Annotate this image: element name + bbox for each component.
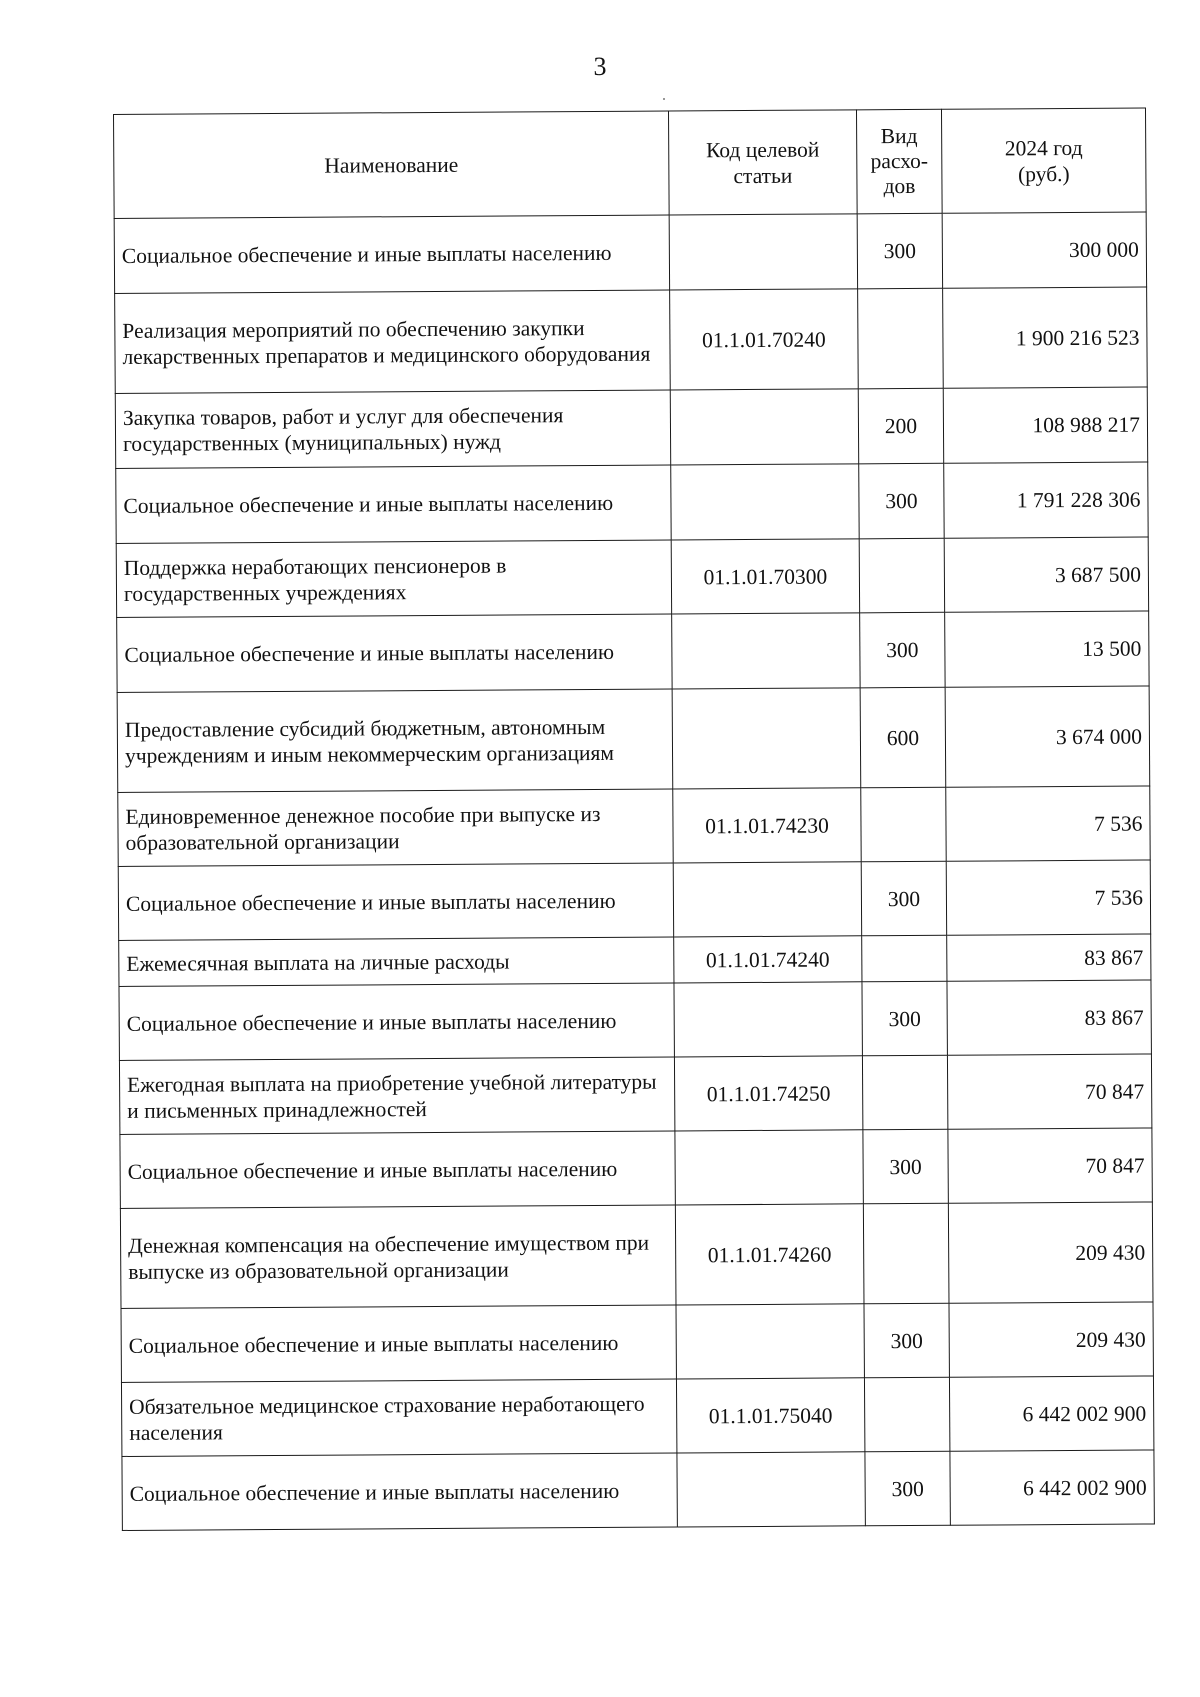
row-type: 300 bbox=[860, 612, 945, 688]
row-type: 300 bbox=[859, 463, 944, 539]
row-name: Социальное обеспечение и иные выплаты населению bbox=[116, 465, 671, 543]
row-type bbox=[861, 787, 946, 862]
row-code bbox=[670, 389, 858, 465]
row-name: Социальное обеспечение и иные выплаты населению bbox=[114, 215, 669, 293]
row-code bbox=[671, 464, 859, 540]
row-type: 300 bbox=[864, 1303, 949, 1378]
row-type: 300 bbox=[861, 861, 946, 936]
row-amount: 7 536 bbox=[946, 860, 1150, 935]
table-row bbox=[115, 287, 1148, 393]
table-row bbox=[121, 1376, 1153, 1456]
table-row bbox=[120, 1202, 1153, 1308]
row-amount: 7 536 bbox=[946, 786, 1150, 861]
header-name: Наименование bbox=[114, 111, 670, 218]
row-amount: 83 867 bbox=[947, 934, 1151, 981]
row-code bbox=[676, 1304, 864, 1379]
header-type: Вид расхо- дов bbox=[856, 109, 942, 214]
table-row bbox=[116, 537, 1148, 617]
row-type bbox=[859, 538, 944, 613]
row-amount: 6 442 002 900 bbox=[949, 1376, 1153, 1451]
row-amount: 209 430 bbox=[949, 1302, 1153, 1377]
row-name: Социальное обеспечение и иные выплаты населению bbox=[118, 863, 673, 940]
row-code bbox=[672, 688, 861, 789]
row-code bbox=[672, 613, 860, 689]
row-code: 01.1.01.74230 bbox=[673, 788, 861, 863]
scan-speck bbox=[663, 98, 665, 100]
table-row bbox=[121, 1302, 1153, 1382]
row-code: 01.1.01.70300 bbox=[671, 539, 859, 614]
row-amount: 209 430 bbox=[948, 1202, 1153, 1303]
row-name: Социальное обеспечение и иные выплаты населению bbox=[121, 1305, 676, 1382]
table-row bbox=[122, 1450, 1154, 1530]
row-type: 600 bbox=[860, 687, 946, 788]
table-row bbox=[119, 1054, 1151, 1134]
table-row bbox=[117, 686, 1150, 792]
row-name: Социальное обеспечение и иные выплаты населению bbox=[117, 614, 672, 692]
row-code bbox=[674, 982, 862, 1057]
row-type bbox=[862, 935, 947, 982]
row-code bbox=[673, 862, 861, 937]
row-type: 200 bbox=[858, 388, 943, 464]
page-number: 3 bbox=[593, 52, 607, 81]
row-name: Реализация мероприятий по обеспечению закупки лекарственных препаратов и медицинского оборудования bbox=[115, 290, 671, 393]
row-amount: 1 791 228 306 bbox=[944, 462, 1148, 538]
table-row bbox=[119, 980, 1151, 1060]
row-amount: 70 847 bbox=[948, 1128, 1152, 1203]
row-name: Ежегодная выплата на приобретение учебной литературы и письменных принадлежностей bbox=[119, 1057, 674, 1134]
row-amount: 108 988 217 bbox=[943, 387, 1147, 463]
table-row bbox=[114, 212, 1146, 293]
table-row bbox=[119, 934, 1151, 986]
row-amount: 300 000 bbox=[942, 212, 1146, 288]
row-name: Денежная компенсация на обеспечение имуществом при выпуске из образовательной организации bbox=[120, 1205, 676, 1308]
table-row bbox=[118, 860, 1150, 940]
row-name: Социальное обеспечение и иные выплаты населению bbox=[122, 1453, 677, 1530]
row-code bbox=[677, 1452, 865, 1527]
row-code: 01.1.01.74240 bbox=[674, 936, 862, 983]
row-amount: 70 847 bbox=[947, 1054, 1151, 1129]
row-type: 300 bbox=[857, 213, 942, 289]
budget-table bbox=[113, 108, 1155, 1531]
row-name: Поддержка неработающих пенсионеров в государственных учреждениях bbox=[116, 540, 671, 617]
row-code bbox=[669, 214, 857, 290]
row-code: 01.1.01.74250 bbox=[674, 1056, 862, 1131]
row-type bbox=[862, 1055, 947, 1130]
header-code: Код целевой статьи bbox=[668, 110, 857, 215]
row-name: Предоставление субсидий бюджетным, автономным учреждениям и иным некоммерческим организациям bbox=[117, 689, 673, 792]
row-amount: 3 687 500 bbox=[944, 537, 1148, 612]
header-amount: 2024 год (руб.) bbox=[941, 108, 1146, 213]
table-row bbox=[118, 786, 1150, 866]
row-type: 300 bbox=[862, 981, 947, 1056]
table-header-row bbox=[114, 108, 1147, 218]
row-type bbox=[858, 288, 944, 389]
row-code: 01.1.01.70240 bbox=[670, 289, 859, 390]
table-row bbox=[115, 387, 1147, 468]
row-name: Обязательное медицинское страхование неработающего населения bbox=[121, 1379, 676, 1456]
row-amount: 3 674 000 bbox=[945, 686, 1150, 787]
table-row bbox=[117, 611, 1149, 692]
row-amount: 1 900 216 523 bbox=[943, 287, 1148, 388]
row-code: 01.1.01.74260 bbox=[675, 1204, 864, 1305]
row-type bbox=[863, 1203, 949, 1304]
row-type: 300 bbox=[865, 1451, 950, 1526]
row-type: 300 bbox=[863, 1129, 948, 1204]
row-code bbox=[675, 1130, 863, 1205]
row-amount: 83 867 bbox=[947, 980, 1151, 1055]
row-amount: 6 442 002 900 bbox=[950, 1450, 1154, 1525]
row-name: Закупка товаров, работ и услуг для обеспечения государственных (муниципальных) нужд bbox=[115, 390, 670, 468]
table-row bbox=[116, 462, 1148, 543]
row-type bbox=[864, 1377, 949, 1452]
row-name: Социальное обеспечение и иные выплаты населению bbox=[119, 983, 674, 1060]
row-code: 01.1.01.75040 bbox=[676, 1378, 864, 1453]
row-amount: 13 500 bbox=[945, 611, 1149, 687]
row-name: Ежемесячная выплата на личные расходы bbox=[119, 937, 674, 986]
row-name: Социальное обеспечение и иные выплаты населению bbox=[120, 1131, 675, 1208]
row-name: Единовременное денежное пособие при выпуске из образовательной организации bbox=[118, 789, 673, 866]
table-row bbox=[120, 1128, 1152, 1208]
